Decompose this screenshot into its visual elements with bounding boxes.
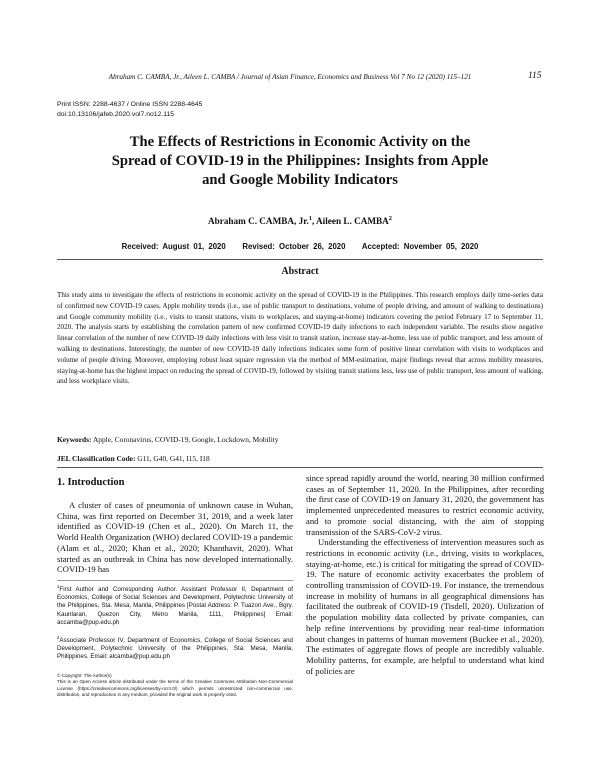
submission-dates xyxy=(90,242,510,251)
abstract-body: This study aims to investigate the effects of restrictions in economic activity on the spread of COVID-19 in the Philippines. This research employs daily time-series data of confirmed new COVID-19 cases, Apple mobility trends (i.e., use of public transport to destinations, volume of people driving, and amount of walking to destinations) and Google community mobility (i.e., visits to transit stations, visits to workplaces, and staying-at-home) indicators covering the period February 17 to September 11, 2020. The analysis starts by establishing the correlation pattern of new confirmed COVID-19 daily infections to each independent variable. The results show negative linear correlation of the number of new COVID-19 daily infections with less visit to transit station, increase stay-at-home, less use of public transport, and less amount of walking to destinations. Interestingly, the number of new COVID-19 daily infections indicates some form of positive linear correlation with visits to workplaces and volume of people driving. Moreover, employing robust least square regression via the method of MM-estimation, major findings reveal that across mobility measures, staying-at-home has the highest impact on reducing the spread of COVID-19, followed by visiting transit stations less, less use of public transport, less amount of walking, and less workplace visits. xyxy=(57,291,543,386)
title-line-3: and Google Mobility Indicators xyxy=(202,172,398,188)
keywords xyxy=(57,435,543,444)
intro-paragraph-1: A cluster of cases of pneumonia of unknown cause in Wuhan, China, was first reported on December 31, 2019, and a week later identified as COVID-19 (Chen et al., 2020). On March 11, the World Health Organization (WHO) declared COVID-19 a pandemic (Alam et al., 2020; Khan et al., 2020; Khanthavit, 2020). What started as an outbreak in China has now developed internationally. COVID-19 has xyxy=(57,500,293,575)
jel-label: JEL Classification Code: xyxy=(57,454,136,463)
issn-line: Print ISSN: 2288-4637 / Online ISSN 2288-4645 xyxy=(57,101,203,108)
keywords-text: Apple, Coronavirus, COVID-19, Google, Lockdown, Mobility xyxy=(91,435,279,444)
copyright-line: © Copyright: The Author(s) xyxy=(57,673,112,678)
jel-classification xyxy=(57,454,543,463)
doi-line: doi:10.13106/jafeb.2020.vol7.no12.115 xyxy=(57,111,175,118)
author-separator: , xyxy=(311,216,317,226)
author-1: Abraham C. CAMBA, Jr. xyxy=(208,216,309,226)
footnote-2 xyxy=(57,634,293,662)
section-heading-introduction: 1. Introduction xyxy=(57,477,125,488)
issn-block xyxy=(57,100,202,120)
left-column xyxy=(57,467,293,575)
received-date: Received: August 01, 2020 xyxy=(121,242,226,251)
footnote-2-text: Associate Professor IV, Department of Economics, College of Social Sciences and Development, Polytechnic University of the Philippines, Sta. Mesa, Manila, Philippines. Email: alcamba@pup.edu.ph xyxy=(57,637,293,661)
author-2: Aileen L. CAMBA xyxy=(316,216,389,226)
footnote-rule xyxy=(57,580,293,581)
footnote-1 xyxy=(57,583,293,627)
running-head: Abraham C. CAMBA, Jr., Aileen L. CAMBA / Journal of Asian Finance, Economics and Business Vol 7 No 12 (2020) 115–121 xyxy=(108,73,472,81)
accepted-date: Accepted: November 05, 2020 xyxy=(361,242,479,251)
page-number: 115 xyxy=(528,71,542,81)
footnote-1-text: First Author and Corresponding Author. Assistant Professor II, Department of Economics, College of Social Sciences and Development, Polytechnic University of the Philippines, Sta. Mesa, Manila, Philippines [Postal Address: P. Tuazon Ave., Bgry. Kaunlaran, Quezon City, Metro Manila, 1111, Philippines] Email: accamba@pup.edu.ph xyxy=(57,586,293,626)
revised-date: Revised: October 26, 2020 xyxy=(242,242,346,251)
license-text: This is an Open Access article distributed under the terms of the Creative Commons Attribution Non-Commercial License (https://creativecommons.org/licenses/by-nc/4.0/) which permits unrestricted non-commercial use, distribution, and reproduction in any medium, provided the original work is properly cited. xyxy=(57,679,293,698)
intro-paragraph-2: Understanding the effectiveness of intervention measures such as restrictions in economic activity (i.e., driving, visits to workplaces, staying-at-home, etc.) is critical for mitigating the spread of COVID-19. The nature of economic activity exacerbates the problem of controlling transmission of COVID-19. For instance, the tremendous increase in mobility of humans in all geographical dimensions has facilitated the outbreak of COVID-19 (Tisdell, 2020). Utilization of the population mobility data collected by private companies, can help refine interventions by providing near real-time information about changes in patterns of human movement (Buckee et al., 2020). The estimates of aggregate flows of people are incredibly valuable. Mobility patterns, for example, are helpful to understand what kind of policies are xyxy=(306,537,544,676)
author-1-affiliation-mark: 1 xyxy=(308,214,312,222)
author-2-affiliation-mark: 2 xyxy=(388,214,392,222)
abstract-heading: Abstract xyxy=(281,266,319,277)
intro-paragraph-continued: since spread rapidly around the world, nearing 30 million confirmed cases as of September 11, 2020. In the Philippines, after recording the first case of COVID-19 on January 31, 2020, the government has implemented unprecedented measures to restrict economic activity, and to promote social distancing, with the aim of stopping transmission of the SARS-CoV-2 virus. xyxy=(306,473,544,537)
right-column xyxy=(306,467,544,676)
copyright-notice xyxy=(57,673,293,699)
title-line-1: The Effects of Restrictions in Economic Activity on the xyxy=(129,134,471,150)
keywords-label: Keywords: xyxy=(57,435,92,444)
author-list xyxy=(90,216,510,226)
footnote-1-mark: 1 xyxy=(57,583,60,589)
divider-top xyxy=(57,259,543,260)
footnote-2-mark: 2 xyxy=(57,634,60,640)
jel-codes: G11, G40, G41, I15, I18 xyxy=(135,454,210,463)
title-line-2: Spread of COVID-19 in the Philippines: Insights from Apple xyxy=(111,153,489,169)
paper-title xyxy=(90,133,510,190)
